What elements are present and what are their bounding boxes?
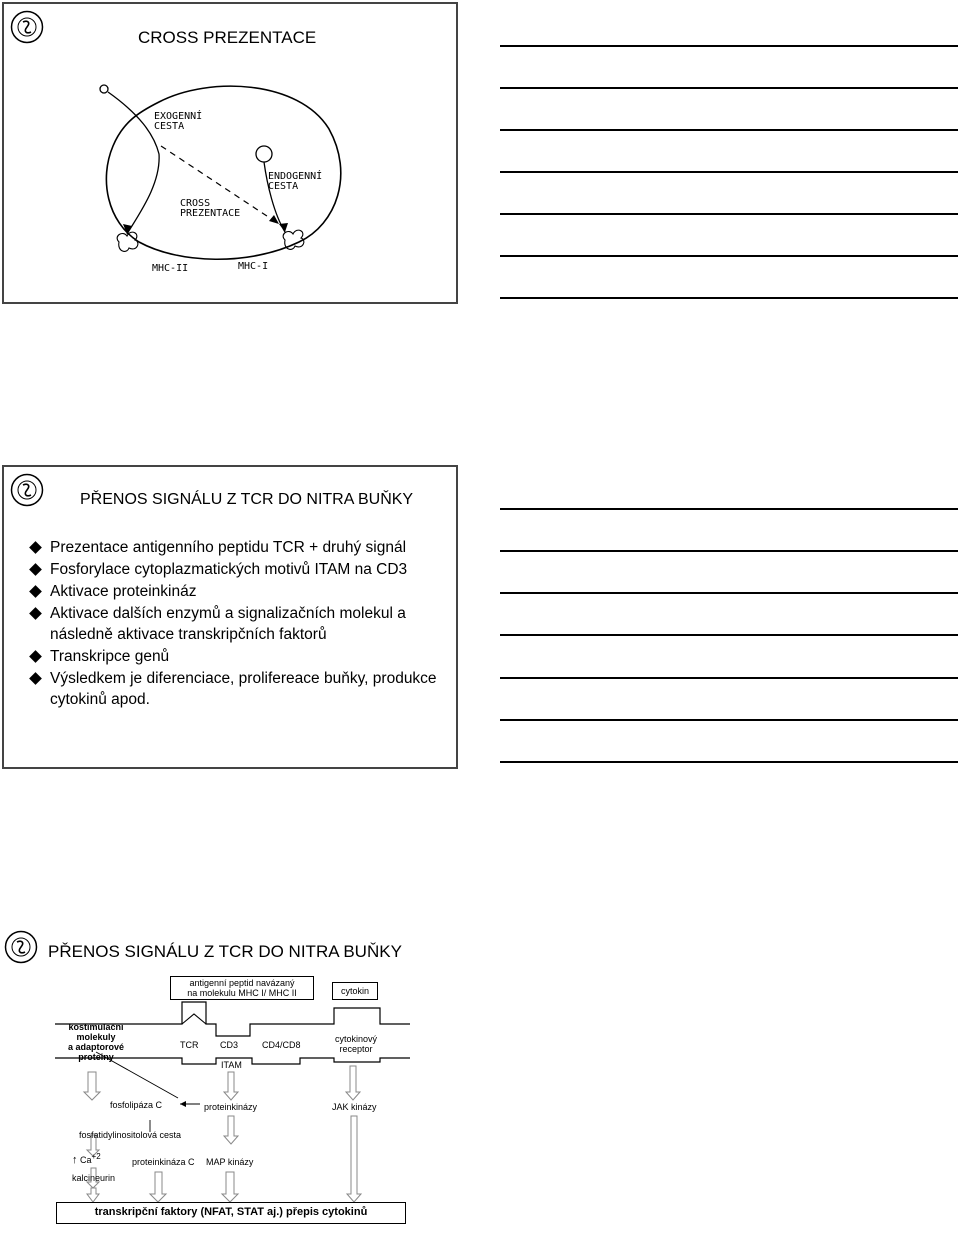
- antigen-peptide-box: antigenní peptid navázaný na molekulu MHC I/ MHC II: [170, 976, 314, 1000]
- cd3-label: CD3: [220, 1040, 239, 1050]
- note-line: [500, 550, 958, 552]
- phospholipase-label: fosfolipáza C: [110, 1100, 163, 1110]
- slide-prenos-signalu-diagram: [0, 926, 460, 1232]
- diamond-bullet-icon: [29, 650, 42, 663]
- costim-label: kostimulační molekuly a adaptorové proteiny: [67, 1022, 125, 1062]
- pkc-label: proteinkináza C: [132, 1157, 195, 1167]
- slide-prenos-signalu-text: [2, 465, 458, 769]
- sketch-label-mhc1: MHC-I: [238, 261, 269, 272]
- bullet-item: Aktivace proteinkináz: [30, 581, 450, 602]
- cd4cd8-label: CD4/CD8: [262, 1040, 301, 1050]
- diamond-bullet-icon: [29, 585, 42, 598]
- note-line: [500, 592, 958, 594]
- slide-cross-prezentace: [2, 2, 458, 304]
- note-line: [500, 508, 958, 510]
- slide-title: PŘENOS SIGNÁLU Z TCR DO NITRA BUŇKY: [80, 491, 414, 508]
- diamond-bullet-icon: [29, 541, 42, 554]
- note-line: [500, 719, 958, 721]
- cytokine-receptor-label: cytokinový receptor: [334, 1034, 378, 1054]
- slide-title: CROSS PREZENTACE: [138, 28, 317, 47]
- sketch-label-mhc2: MHC-II: [152, 263, 189, 274]
- university-logo-icon: [10, 473, 44, 507]
- bullet-item: Prezentace antigenního peptidu TCR + druhý signál: [30, 537, 450, 558]
- up-arrow-icon: ↑: [72, 1154, 78, 1166]
- bullet-item: Aktivace dalších enzymů a signalizačních molekul a následně aktivace transkripčních faktorů: [30, 603, 450, 645]
- diamond-bullet-icon: [29, 672, 42, 685]
- sketch-label-cross: CROSS PREZENTACE: [180, 198, 241, 219]
- note-line: [500, 677, 958, 679]
- sketch-label-exogenous: EXOGENNÍ CESTA: [154, 111, 203, 132]
- note-line: [500, 634, 958, 636]
- note-line: [500, 129, 958, 131]
- note-line: [500, 255, 958, 257]
- itam-label: ITAM: [221, 1060, 242, 1070]
- bullet-list: [30, 537, 450, 711]
- note-line: [500, 87, 958, 89]
- proteinkinases-label: proteinkinázy: [204, 1102, 258, 1112]
- cytokine-box: cytokin: [332, 982, 378, 1000]
- jak-kinases-label: JAK kinázy: [332, 1102, 377, 1112]
- note-line: [500, 297, 958, 299]
- university-logo-icon: [10, 10, 44, 44]
- bullet-item: Transkripce genů: [30, 646, 450, 667]
- calcineurin-label: kalcineurin: [72, 1173, 116, 1183]
- note-line: [500, 761, 958, 763]
- signaling-diagram-lines: [0, 926, 460, 1232]
- bullet-item: Výsledkem je diferenciace, prolifereace buňky, produkce cytokinů apod.: [30, 668, 450, 710]
- note-line: [500, 171, 958, 173]
- note-line: [500, 45, 958, 47]
- transcription-factors-box: transkripční faktory (NFAT, STAT aj.) přepis cytokinů: [56, 1202, 406, 1224]
- bullet-item: Fosforylace cytoplazmatických motivů ITAM na CD3: [30, 559, 450, 580]
- diamond-bullet-icon: [29, 607, 42, 620]
- sketch-label-endogenous: ENDOGENNÍ CESTA: [268, 171, 323, 192]
- diamond-bullet-icon: [29, 563, 42, 576]
- calcium-label: ↑ $Ca^{+2}$: [72, 1152, 101, 1166]
- tcr-label: TCR: [180, 1040, 199, 1050]
- map-kinases-label: MAP kinázy: [206, 1157, 254, 1167]
- phosphatidylinositol-label: fosfatidylinositolová cesta: [79, 1130, 182, 1140]
- note-line: [500, 213, 958, 215]
- slide-title: PŘENOS SIGNÁLU Z TCR DO NITRA BUŇKY: [48, 942, 402, 961]
